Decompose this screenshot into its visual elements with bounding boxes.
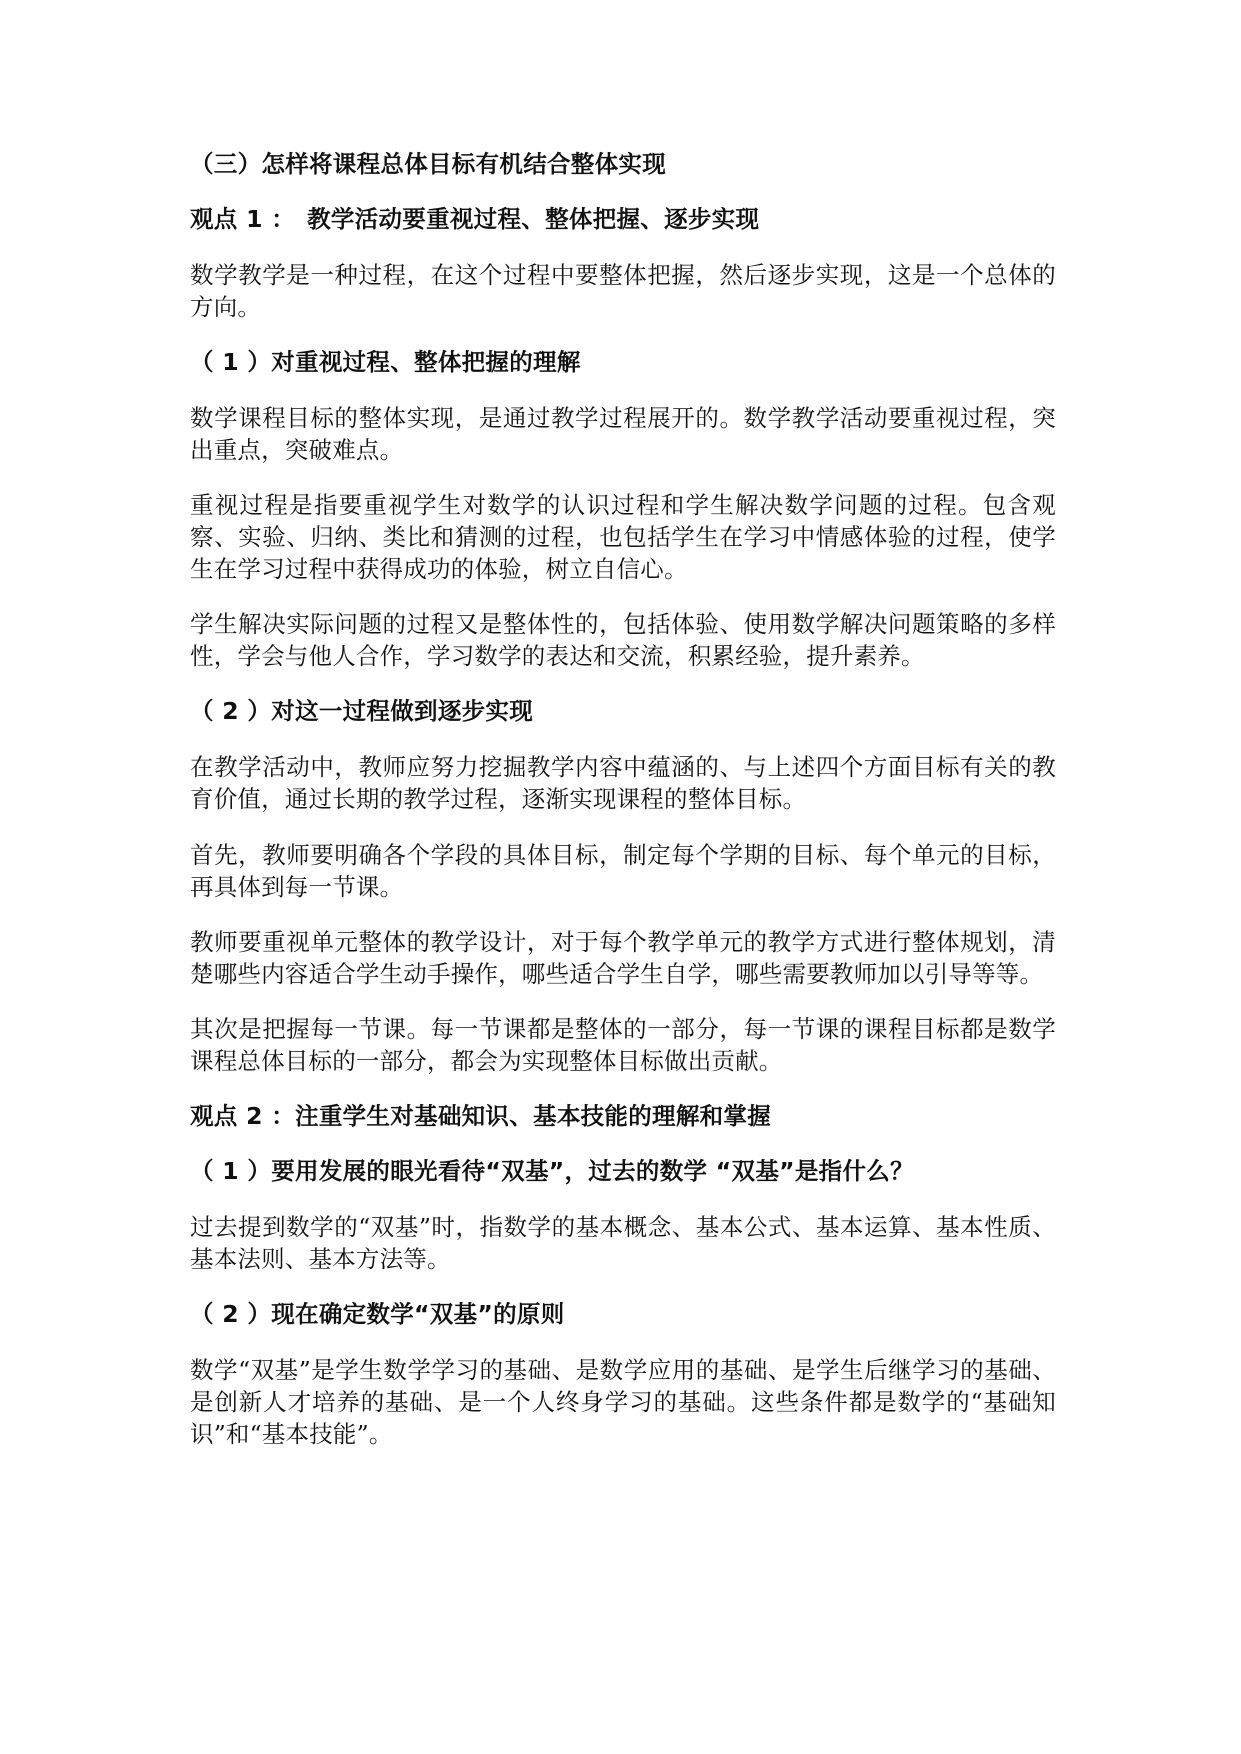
section-title: （三）怎样将课程总体目标有机结合整体实现 (190, 150, 666, 178)
subheading-2-2: （ 2 ）现在确定数学“双基”的原则 (190, 1300, 565, 1328)
subheading-2-1: （ 1 ）要用发展的眼光看待“双基”，过去的数学 “双基”是指什么？ (190, 1157, 914, 1185)
paragraph-past-basics: 过去提到数学的“双基”时，指数学的基本概念、基本公式、基本运算、基本性质、基本法则、基本方法等。 (190, 1213, 1056, 1273)
paragraph-problem-solving: 学生解决实际问题的过程又是整体性的，包括体验、使用数学解决问题策略的多样性，学会与他人合作，学习数学的表达和交流，积累经验，提升素养。 (190, 610, 1056, 670)
paragraph-teaching-activity: 在教学活动中，教师应努力挖掘教学内容中蕴涵的、与上述四个方面目标有关的教育价值，通过长期的教学过程，逐渐实现课程的整体目标。 (190, 753, 1056, 813)
paragraph-second: 其次是把握每一节课。每一节课都是整体的一部分，每一节课的课程目标都是数学课程总体目标的一部分，都会为实现整体目标做出贡献。 (190, 1015, 1056, 1075)
paragraph-basics-principle: 数学“双基”是学生数学学习的基础、是数学应用的基础、是学生后继学习的基础、是创新人才培养的基础、是一个人终身学习的基础。这些条件都是数学的“基础知识”和“基本技能”。 (190, 1356, 1056, 1448)
paragraph-intro: 数学教学是一种过程，在这个过程中要整体把握，然后逐步实现，这是一个总体的方向。 (190, 261, 1056, 321)
document-page (190, 148, 1056, 1450)
paragraph-course-goal: 数学课程目标的整体实现，是通过教学过程展开的。数学教学活动要重视过程，突出重点，突破难点。 (190, 404, 1056, 464)
subheading-1-2: （ 2 ）对这一过程做到逐步实现 (190, 697, 534, 725)
paragraph-unit-design: 教师要重视单元整体的教学设计，对于每个教学单元的教学方式进行整体规划，清楚哪些内容适合学生动手操作，哪些适合学生自学，哪些需要教师加以引导等等。 (190, 928, 1056, 988)
paragraph-process: 重视过程是指要重视学生对数学的认识过程和学生解决数学问题的过程。包含观察、实验、归纳、类比和猜测的过程，也包括学生在学习中情感体验的过程，使学生在学习过程中获得成功的体验，树立自信心。 (190, 491, 1056, 583)
subheading-1-1: （ 1 ）对重视过程、整体把握的理解 (190, 348, 581, 376)
viewpoint-1-heading: 观点 1 ： 教学活动要重视过程、整体把握、逐步实现 (190, 205, 760, 233)
paragraph-first: 首先，教师要明确各个学段的具体目标，制定每个学期的目标、每个单元的目标，再具体到每一节课。 (190, 841, 1056, 901)
viewpoint-2-heading: 观点 2 ：注重学生对基础知识、基本技能的理解和掌握 (190, 1102, 772, 1130)
